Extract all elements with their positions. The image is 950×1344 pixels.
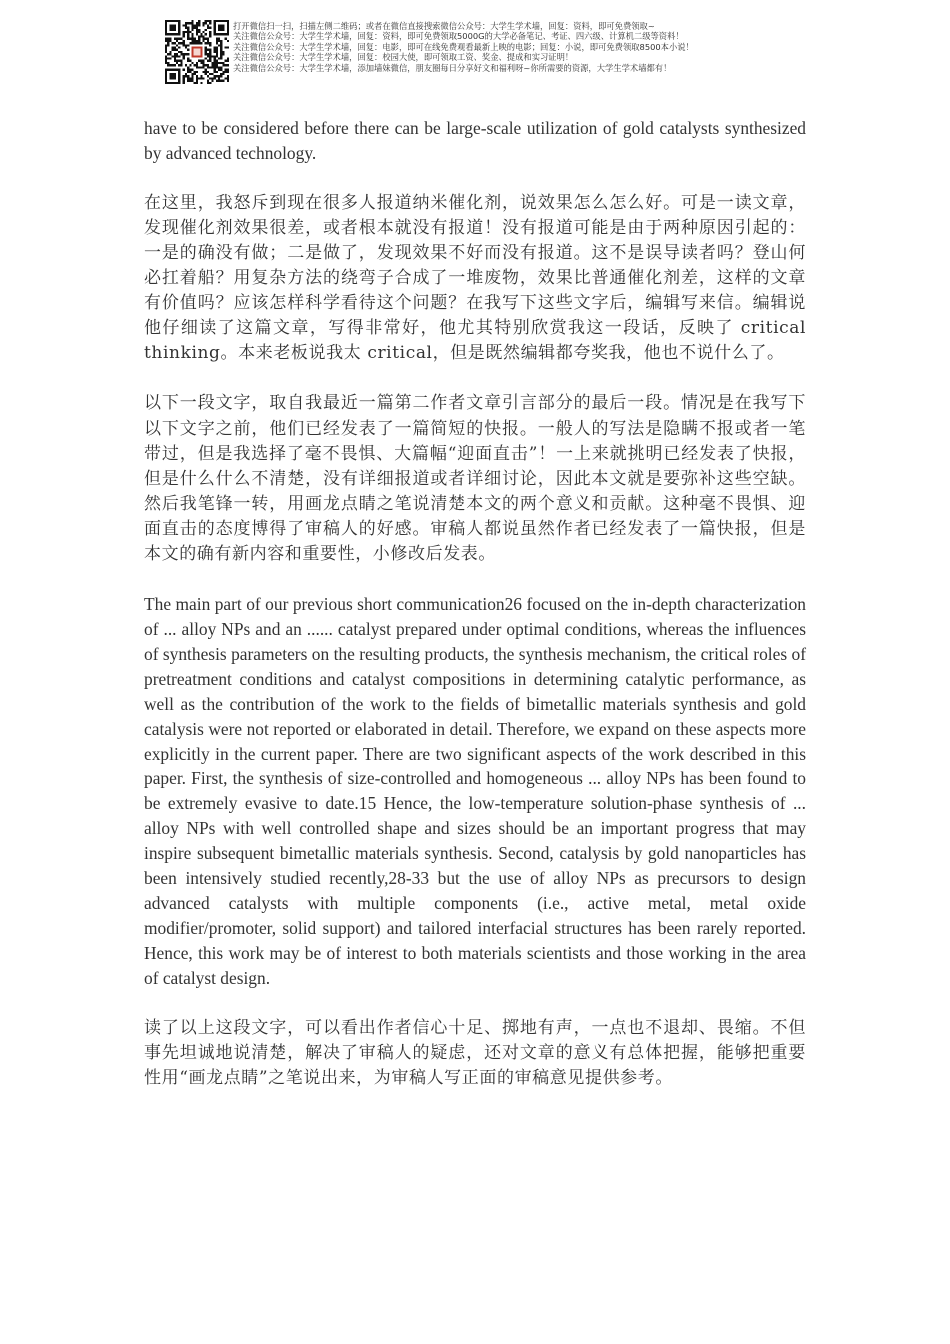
paragraph-english-intro: have to be considered before there can be large-scale utilization of gold catalysts synthesized by advanced technology.: [144, 118, 806, 163]
paragraph-chinese-context: 以下一段文字，取自我最近一篇第二作者文章引言部分的最后一段。情况是在我写下以下文字之前，他们已经发表了一篇简短的快报。一般人的写法是隐瞒不报或者一笔带过，但是我选择了毫不畏惧、大篇幅“迎面直击”！一上来就挑明已经发表了快报，但是什么什么不清楚，没有详细报道或者详细讨论，因此本文就是要弥补这些空缺。然后我笔锋一转，用画龙点睛之笔说清楚本文的两个意义和贡献。这种毫不畏惧、迎面直击的态度博得了审稿人的好感。审稿人都说虽然作者已经发表了一篇快报，但是本文的确有新内容和重要性，小修改后发表。: [144, 393, 806, 565]
header-banner: [165, 20, 694, 86]
banner-line: 打开微信扫一扫，扫描左侧二维码；或者在微信直接搜索微信公众号：大学生学术墙，回复：资料，即可免费领取~: [233, 21, 655, 31]
banner-line: 关注微信公众号：大学生学术墙，回复：校园大使，即可领取工资、奖金、提成和实习证明！: [233, 52, 574, 63]
banner-line: 关注微信公众号：大学生学术墙，回复：电影，即可在线免费观看最新上映的电影；回复：小说，即可免费领取8500本小说！: [233, 41, 694, 52]
banner-text: [233, 21, 694, 73]
paragraph-chinese-conclusion: 读了以上这段文字，可以看出作者信心十足、掷地有声，一点也不退却、畏缩。不但事先坦诚地说清楚，解决了审稿人的疑虑，还对文章的意义有总体把握，能够把重要性用“画龙点睛”之笔说出来，为审稿人写正面的审稿意见提供参考。: [144, 1017, 806, 1088]
banner-line: 关注微信公众号：大学生学术墙，添加墙妹微信，朋友圈每日分享好文和福利呀~你所需要的资源，大学生学术墙都有！: [233, 62, 672, 73]
document-body: [144, 116, 824, 1091]
qr-code-icon: [165, 20, 229, 84]
paragraph-english-excerpt: The main part of our previous short communication26 focused on the in-depth characterization of ... alloy NPs and an ...... catalyst prepared under optimal conditions, whereas the influences of synthesis parameters on the resulting products, the synthesis mechanism, the critical roles of pretreatment conditions and catalyst compositions in determining catalytic performance, as well as the contribution of the work to the fields of bimetallic materials synthesis and gold catalysis were not reported or elaborated in detail. Therefore, we expand on these aspects more explicitly in the current paper. There are two significant aspects of the work described in this paper. First, the synthesis of size-controlled and homogeneous ... alloy NPs has been found to be extremely evasive to date.15 Hence, the low-temperature solution-phase synthesis of ... alloy NPs with well controlled shape and sizes should be an important progress that may inspire subsequent bimetallic materials synthesis. Second, catalysis by gold nanoparticles has been intensively studied recently,28-33 but the use of alloy NPs as precursors to design advanced catalysts with multiple components (i.e., active metal, metal oxide modifier/promoter, solid support) and tailored interfacial structures has been rarely reported. Hence, this work may be of interest to both materials scientists and those working in the area of catalyst design.: [144, 594, 806, 988]
paragraph-chinese-commentary: 在这里，我怒斥到现在很多人报道纳米催化剂，说效果怎么怎么好。可是一读文章，发现催化剂效果很差，或者根本就没有报道！没有报道可能是由于两种原因引起的：一是的确没有做；二是做了，发现效果不好而没有报道。这不是误导读者吗？登山何必扛着船？用复杂方法的绕弯子合成了一堆废物，效果比普通催化剂差，这样的文章有价值吗？应该怎样科学看待这个问题？在我写下这些文字后，编辑写来信。编辑说他仔细读了这篇文章，写得非常好，他尤其特别欣赏我这一段话，反映了 critical thinking。本来老板说我太 critical，但是既然编辑都夸奖我，他也不说什么了。: [144, 192, 824, 364]
banner-line: 关注微信公众号：大学生学术墙，回复：资料，即可免费领取5000G的大学必备笔记、考证、四六级、计算机二级等资料！: [233, 31, 684, 42]
